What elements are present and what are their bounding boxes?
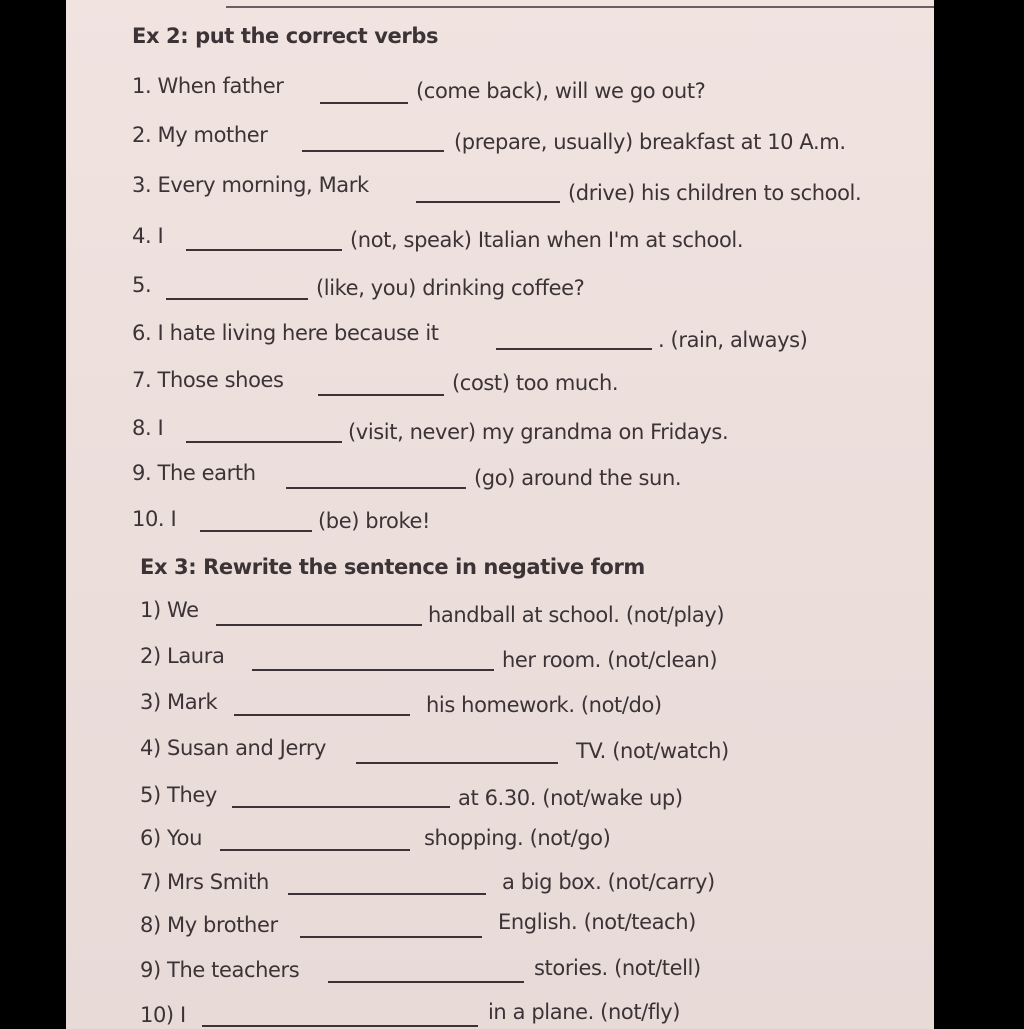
ex2-item-2-post: (prepare, usually) breakfast at 10 A.m. xyxy=(454,130,846,154)
ex3-item-10-post: in a plane. (not/fly) xyxy=(488,1000,681,1024)
ex2-item-7-blank xyxy=(318,394,444,396)
ex2-item-9-pre: 9. The earth xyxy=(132,461,256,485)
ex3-item-8-post: English. (not/teach) xyxy=(498,910,696,934)
ex3-item-2-pre: 2) Laura xyxy=(140,644,225,668)
ex2-item-6-post: . (rain, always) xyxy=(658,328,808,352)
ex2-item-3-post: (drive) his children to school. xyxy=(568,181,862,205)
ex2-item-7-pre: 7. Those shoes xyxy=(132,368,284,392)
ex3-item-5-pre: 5) They xyxy=(140,783,217,807)
ex3-title: Ex 3: Rewrite the sentence in negative form xyxy=(140,555,645,579)
ex3-item-1-blank xyxy=(216,624,422,626)
ex3-item-10-blank xyxy=(202,1025,478,1027)
ex3-item-7-blank xyxy=(288,893,486,895)
ex3-item-6-blank xyxy=(220,849,410,851)
ex2-item-8-post: (visit, never) my grandma on Fridays. xyxy=(348,420,729,444)
ex2-item-1-blank xyxy=(320,102,408,104)
ex2-item-3-blank xyxy=(416,201,560,203)
ex2-item-9-blank xyxy=(286,487,466,489)
ex3-item-10-pre: 10) I xyxy=(140,1003,186,1027)
ex3-item-2-blank xyxy=(252,669,494,671)
ex3-item-3-post: his homework. (not/do) xyxy=(426,693,662,717)
ex2-item-2-pre: 2. My mother xyxy=(132,123,268,147)
ex3-item-2-post: her room. (not/clean) xyxy=(502,648,718,672)
ex3-item-9-blank xyxy=(328,981,524,983)
ex2-item-6-blank xyxy=(496,348,652,350)
ex3-item-9-pre: 9) The teachers xyxy=(140,958,300,982)
ex3-item-4-post: TV. (not/watch) xyxy=(576,739,729,763)
ex3-item-5-blank xyxy=(232,806,450,808)
ex2-item-10-blank xyxy=(200,530,312,532)
ex3-item-8-blank xyxy=(300,936,482,938)
ex2-item-10-post: (be) broke! xyxy=(318,509,431,533)
ex2-item-2-blank xyxy=(302,150,444,152)
ex2-item-8-blank xyxy=(186,441,342,443)
ex2-item-1-post: (come back), will we go out? xyxy=(416,79,706,103)
ex3-item-1-pre: 1) We xyxy=(140,598,199,622)
ex2-item-3-pre: 3. Every morning, Mark xyxy=(132,173,369,197)
ex2-item-8-pre: 8. I xyxy=(132,416,164,440)
ex2-item-7-post: (cost) too much. xyxy=(452,371,619,395)
ex2-item-5-post: (like, you) drinking coffee? xyxy=(316,276,585,300)
ex2-item-9-post: (go) around the sun. xyxy=(474,466,682,490)
ex2-item-5-blank xyxy=(166,298,308,300)
ex3-item-3-blank xyxy=(234,714,410,716)
ex3-item-9-post: stories. (not/tell) xyxy=(534,956,701,980)
ex2-item-4-blank xyxy=(186,249,342,251)
ex3-item-7-post: a big box. (not/carry) xyxy=(502,870,715,894)
ex3-item-8-pre: 8) My brother xyxy=(140,913,278,937)
ex3-item-5-post: at 6.30. (not/wake up) xyxy=(458,786,683,810)
ex3-item-7-pre: 7) Mrs Smith xyxy=(140,870,269,894)
ex2-item-5-pre: 5. xyxy=(132,273,152,297)
ex3-item-4-blank xyxy=(356,762,558,764)
top-rule xyxy=(226,6,934,8)
ex2-item-6-pre: 6. I hate living here because it xyxy=(132,321,439,345)
ex2-item-1-pre: 1. When father xyxy=(132,74,284,98)
ex3-item-6-pre: 6) You xyxy=(140,826,203,850)
ex3-item-1-post: handball at school. (not/play) xyxy=(428,603,725,627)
ex2-item-4-post: (not, speak) Italian when I'm at school. xyxy=(350,228,744,252)
ex2-item-4-pre: 4. I xyxy=(132,224,164,248)
ex2-item-10-pre: 10. I xyxy=(132,507,177,531)
ex3-item-4-pre: 4) Susan and Jerry xyxy=(140,736,327,760)
ex3-item-6-post: shopping. (not/go) xyxy=(424,826,611,850)
ex2-title: Ex 2: put the correct verbs xyxy=(132,24,439,48)
worksheet-page xyxy=(66,0,934,1029)
ex3-item-3-pre: 3) Mark xyxy=(140,690,218,714)
